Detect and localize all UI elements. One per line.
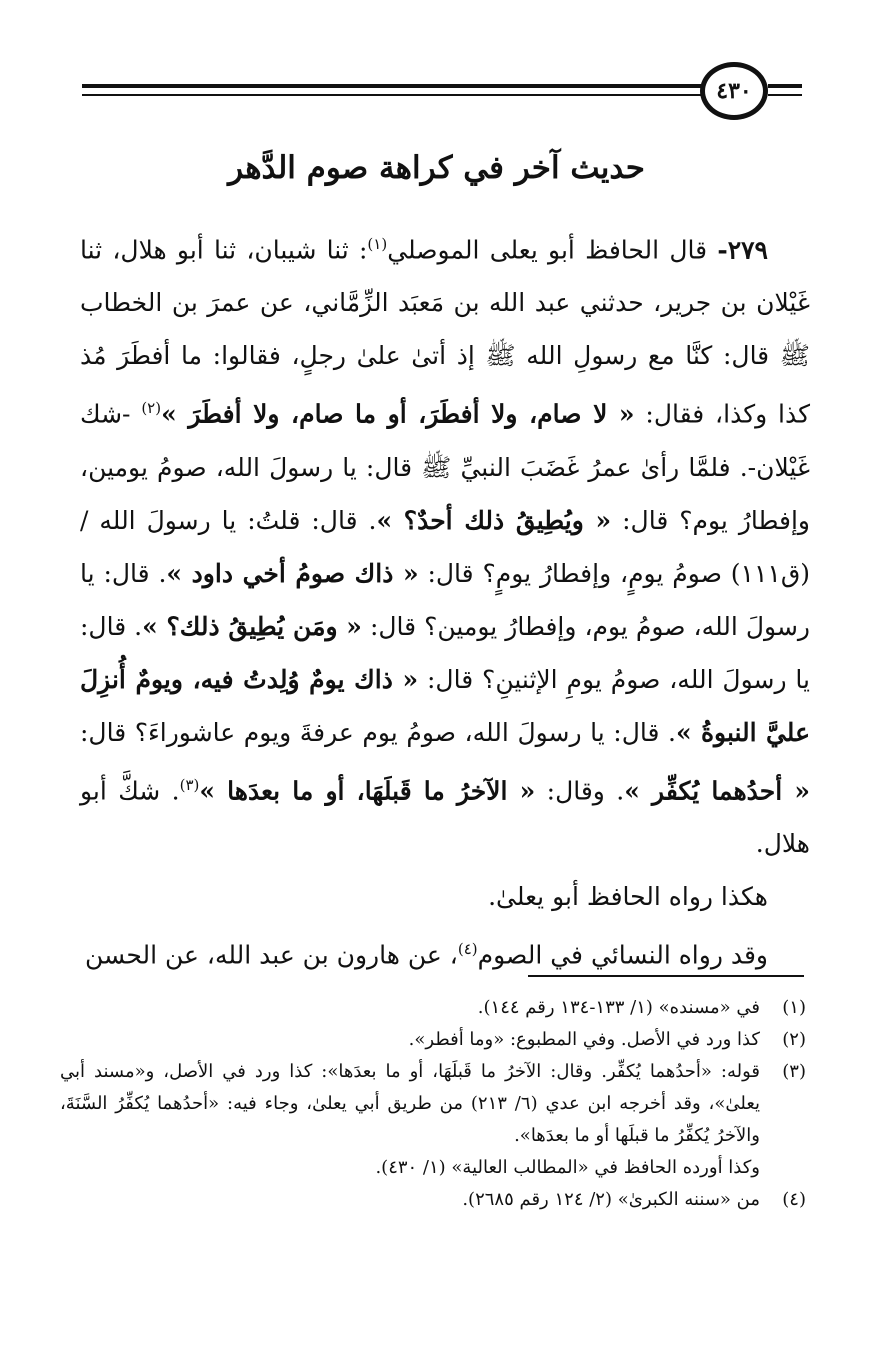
section-heading: حديث آخر في كراهة صوم الدَّهر [228, 150, 645, 186]
page-number: ٤٣٠ [716, 78, 752, 104]
prophetic-quote: « أحدُهما يُكفِّر » [624, 775, 810, 805]
text-segment: : ثنا شيبان، ثنا أبو هلال، ثنا غَيْلان بن جرير، حدثني عبد الله بن مَعبَد الزِّمَّاني، عن عمرَ بن الخطاب ﷺ قال: كنَّا مع رسولِ الله ﷺ إذ أتىٰ علىٰ رجلٍ، فقالوا: ما أفطَرَ مُذ كذا وكذا، فقال: [80, 235, 810, 429]
footnote-item [60, 992, 806, 1024]
footnote-number: (٣) [782, 1061, 806, 1082]
narration-note: هكذا رواه الحافظ أبو يعلىٰ. [488, 881, 768, 911]
prophetic-quote: « ذاك صومُ أخي داود » [166, 558, 419, 588]
text-segment: . قال: يا رسولَ الله، صومُ يوم عرفةَ ويوم عاشوراءَ؟ قال: [80, 717, 676, 747]
text-segment: -شك غَيْلان-. فلمَّا رأىٰ عمرُ غَضَبَ النبيِّ ﷺ قال: يا رسولَ الله، صومُ يومين، وإفطارُ يوم؟ قال: [80, 399, 811, 535]
text-segment: . وقال: [535, 775, 625, 805]
text-segment: . قال: قلتُ: يا رسولَ الله / (ق١١١) صومُ يومٍ، وإفطارُ يومٍ؟ قال: [80, 505, 810, 588]
text-segment: . قال: يا رسولَ الله، صومُ يوم، وإفطارُ يومين؟ قال: [80, 558, 810, 641]
footnote-item [60, 1184, 806, 1216]
prophetic-quote: « لا صام، ولا أفطَرَ، أو ما صام، ولا أفطَرَ » [161, 399, 635, 429]
text-segment: وقد رواه النسائي في الصوم [477, 940, 768, 970]
footnote-extra: وكذا أورده الحافظ في «المطالب العالية» (١/ ٤٣٠). [375, 1157, 760, 1178]
footnotes [60, 992, 806, 1216]
prophetic-quote: « الآخرُ ما قَبلَهَا، أو ما بعدَها » [199, 775, 536, 805]
footnote-ref: (١) [367, 235, 388, 253]
footnote-item [60, 1024, 806, 1056]
header-rule-right-thick [768, 84, 802, 88]
text-segment: قال الحافظ أبو يعلى الموصلي [387, 235, 718, 265]
footnote-ref: (٢) [141, 399, 162, 418]
header-rule-right [768, 84, 802, 100]
text-segment: . قال: يا رسولَ الله، صومُ يومِ الإثنينِ؟ قال: [80, 611, 810, 694]
header-rule-thin [82, 94, 702, 96]
footnote-ref: (٤) [457, 939, 478, 958]
header-rule [82, 84, 702, 100]
footnote-text: في «مسنده» (١/ ١٣٣-١٣٤ رقم ١٤٤). [477, 997, 760, 1018]
prophetic-quote: « ذاك يومٌ وُلِدتُ فيه، ويومٌ أُنزِلَ عليَّ النبوةُ » [80, 664, 810, 747]
prophetic-quote: « ويُطِيقُ ذلك أحدٌ؟ » [376, 505, 612, 535]
page-number-badge [700, 62, 768, 120]
header-rule-thick [82, 84, 702, 88]
footnote-number: (٤) [782, 1189, 806, 1210]
header-rule-right-thin [768, 94, 802, 96]
footnote-number: (٢) [782, 1029, 806, 1050]
footnote-item [60, 1056, 806, 1184]
hadith-paragraph [80, 218, 810, 870]
footnote-text: قوله: «أحدُهما يُكفِّر. وقال: الآخرُ ما قَبلَهَا، أو ما بعدَها»: كذا ورد في الأصل، و«مسند أبي يعلىٰ»، وقد أخرجه ابن عدي (٦/ ٢١٣) من طريق أبي يعلىٰ، وجاء فيه: «أحدُهما يُكفِّرُ السَّنَةَ، والآخرُ يُكفِّرُ ما قبلَها أو ما بعدَها». [60, 1061, 761, 1146]
narration-paragraph [80, 923, 810, 981]
main-text [80, 218, 810, 981]
footnote-text: كذا ورد في الأصل. وفي المطبوع: «وما أفطر». [408, 1029, 760, 1050]
footnote-text: من «سننه الكبرىٰ» (٢/ ١٢٤ رقم ٢٦٨٥). [462, 1189, 760, 1210]
text-segment: ، عن هارون بن عبد الله، عن الحسن [85, 940, 458, 970]
hadith-number: ٢٧٩- [717, 235, 768, 265]
footnote-ref: (٣) [179, 775, 200, 794]
footnote-separator [528, 975, 804, 977]
text-segment: . شكَّ أبو هلال. [80, 775, 810, 858]
footnote-number: (١) [782, 997, 806, 1018]
prophetic-quote: « ومَن يُطِيقُ ذلك؟ » [142, 611, 362, 641]
